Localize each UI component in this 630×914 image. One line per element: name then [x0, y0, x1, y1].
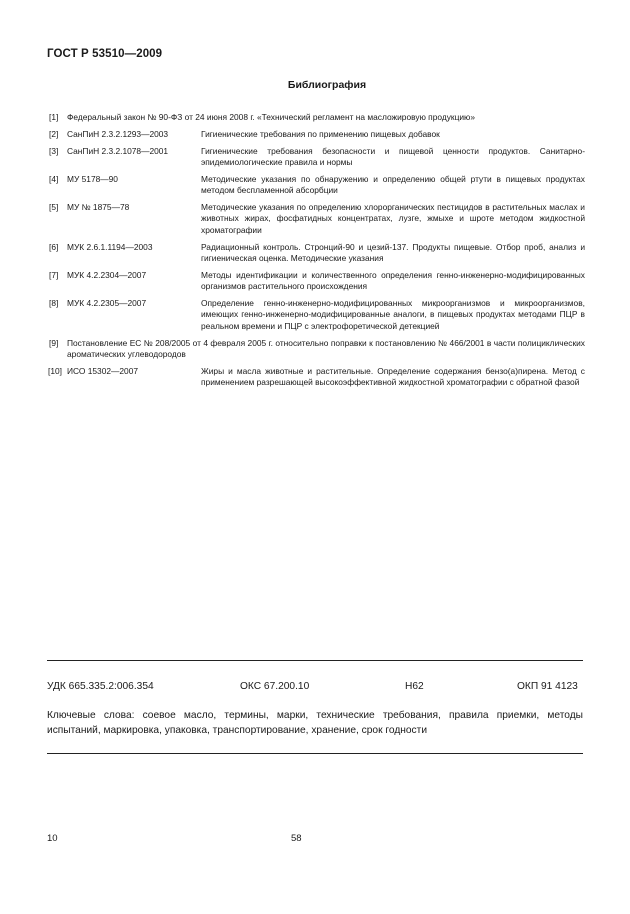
reference-code: СанПиН 2.3.2.1293—2003 [67, 128, 169, 139]
page-number-left: 10 [47, 833, 58, 844]
reference-number: [1] [49, 112, 59, 122]
reference-number: [5] [49, 202, 59, 213]
reference-description: Гигиенические требования по применению пищевых добавок [201, 128, 440, 139]
reference-code: МУ № 1875—78 [67, 202, 130, 213]
reference-description: Методические указания по определению хлорорганических пестицидов в растительных маслах и животных жирах, фосфатидных концентратах, лузге, жмыхе и шроте методом жидкостной хроматографии [201, 202, 585, 235]
okp-code: ОКП 91 4123 [517, 681, 578, 692]
reference-description: Радиационный контроль. Стронций-90 и цезий-137. Продукты пищевые. Отбор проб, анализ и гигиеническая оценка. Методические указания [201, 241, 585, 263]
reference-description: Гигиенические требования безопасности и пищевой ценности продуктов. Санитарно-эпидемиологические правила и нормы [201, 145, 585, 168]
reference-code: СанПиН 2.3.2.1078—2001 [67, 145, 169, 156]
reference-item-6 [49, 242, 585, 265]
reference-number: [7] [49, 269, 59, 280]
reference-number: [6] [49, 241, 59, 252]
reference-list [49, 112, 585, 394]
keywords: Ключевые слова: соевое масло, термины, марки, технические требования, правила приемки, методы испытаний, маркировка, упаковка, транспортирование, хранение, срок годности [47, 710, 583, 736]
reference-description: Жиры и масла животные и растительные. Определение содержания бензо(а)пирена. Метод с применением разрешающей высокоэффективной жидкостной хроматографии с обратной фазой [201, 365, 585, 387]
oks-code: ОКС 67.200.10 [240, 681, 310, 692]
reference-code: МУ 5178—90 [67, 173, 118, 184]
top-divider [47, 660, 583, 661]
reference-code: МУК 2.6.1.1194—2003 [67, 241, 153, 252]
bottom-divider [47, 753, 583, 754]
reference-description: Определение генно-инженерно-модифицированных микроорганизмов и микроорганизмов, имеющих генно-инженерно-модифицированные аналоги, в пищевых продуктах методами ПЦР в реальном времени и ПЦР с электрофоретической детекцией [201, 298, 585, 331]
reference-item-3 [49, 146, 585, 169]
reference-item-1 [49, 112, 585, 123]
reference-code: МУК 4.2.2304—2007 [67, 269, 147, 280]
reference-code: ИСО 15302—2007 [67, 365, 139, 376]
reference-number: [9] [49, 337, 59, 348]
reference-item-9 [49, 338, 585, 361]
bibliography-heading [0, 79, 630, 91]
reference-number: [4] [49, 173, 59, 184]
reference-text: Постановление ЕС № 208/2005 от 4 февраля 2005 г. относительно поправки к постановлению № 466/2001 в части полициклических ароматических углеводородов [67, 337, 585, 359]
bibliography-heading-text: Библиография [287, 79, 367, 91]
reference-item-4 [49, 174, 585, 197]
reference-item-8 [49, 298, 585, 332]
reference-item-10 [49, 366, 585, 389]
reference-text: Федеральный закон № 90-ФЗ от 24 июня 2008 г. «Технический регламент на масложировую продукцию» [67, 112, 475, 122]
page-number-center: 58 [291, 833, 302, 844]
group-code: Н62 [405, 681, 424, 692]
standard-code: ГОСТ Р 53510—2009 [47, 48, 163, 60]
reference-number: [3] [49, 145, 59, 156]
reference-number: [2] [49, 128, 59, 139]
reference-description: Методические указания по обнаружению и определению общей ртути в пищевых продуктах методом беспламенной абсорбции [201, 173, 585, 196]
reference-description: Методы идентификации и количественного определения генно-инженерно-модифицированных организмов растительного происхождения [201, 269, 585, 292]
reference-code: МУК 4.2.2305—2007 [67, 298, 147, 309]
udk-code: УДК 665.335.2:006.354 [47, 681, 154, 692]
reference-number: [8] [49, 298, 59, 309]
reference-number: [10] [48, 365, 62, 376]
reference-item-5 [49, 202, 585, 236]
reference-item-2 [49, 129, 585, 140]
reference-item-7 [49, 270, 585, 293]
